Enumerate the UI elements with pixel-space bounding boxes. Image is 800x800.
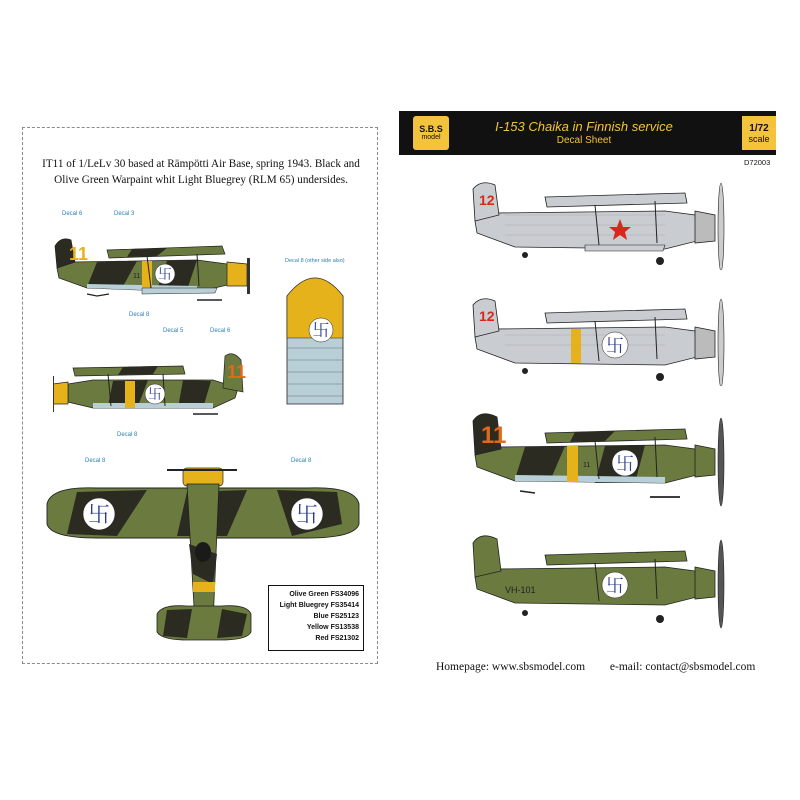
footer (436, 661, 777, 673)
aircraft-silver-soviet (465, 175, 725, 270)
brand-top: S.B.S (419, 124, 443, 134)
svg-text:卐: 卐 (87, 503, 111, 528)
product-code: D72003 (744, 158, 771, 167)
sheet-title: I-153 Chaika in Finnish service (495, 119, 673, 134)
callout-decal-6-a: Decal 6 (62, 211, 83, 217)
sheet-subtitle: Decal Sheet (556, 135, 612, 146)
aircraft-3-number: 11 (481, 422, 507, 449)
side-view-left (53, 346, 253, 426)
sbs-logo (413, 116, 449, 150)
svg-text:卐: 卐 (606, 336, 624, 357)
aircraft-3-small: 11 (583, 462, 591, 469)
legend-item: Blue FS25123 (313, 613, 359, 620)
legend-item: Olive Green FS34096 (289, 591, 359, 598)
color-legend (268, 585, 364, 651)
tail-number-2: 11 (227, 362, 247, 382)
callout-decal-5: Decal 5 (163, 328, 184, 334)
wing-underside-view (283, 268, 347, 408)
aircraft-silver-finnish (465, 291, 725, 386)
side-view-right (47, 228, 257, 308)
svg-text:卐: 卐 (312, 321, 330, 341)
aircraft-4-code: VH-101 (505, 585, 536, 595)
svg-text:卐: 卐 (158, 267, 172, 283)
description-line-1: IT11 of 1/LeLv 30 based at Rämpötti Air Base, spring 1943. Black and (42, 158, 360, 170)
svg-text:卐: 卐 (148, 387, 162, 403)
callout-decal-6-b: Decal 6 (210, 328, 231, 334)
callout-decal-8-d: Decal 8 (291, 458, 312, 464)
callout-decal-8-a: Decal 8 (129, 312, 150, 318)
left-panel (22, 127, 378, 664)
tail-number: 11 (69, 244, 89, 264)
callout-decal-8-c: Decal 8 (85, 458, 106, 464)
legend-item: Yellow FS13538 (306, 624, 359, 631)
legend-item: Red FS21302 (315, 635, 359, 642)
scale-badge (742, 116, 776, 150)
homepage-link[interactable]: Homepage: www.sbsmodel.com (436, 661, 586, 673)
callout-decal-3: Decal 3 (114, 211, 135, 217)
brand-bottom: model (421, 134, 441, 141)
email-link[interactable]: e-mail: contact@sbsmodel.com (609, 661, 756, 673)
scheme-description (33, 156, 369, 188)
header-bar (399, 111, 776, 155)
svg-text:卐: 卐 (606, 576, 624, 597)
svg-text:卐: 卐 (295, 503, 319, 528)
aircraft-2-number: 12 (479, 308, 495, 324)
right-panel (399, 111, 776, 671)
svg-text:卐: 卐 (616, 454, 634, 475)
fuselage-number: 11 (133, 273, 141, 280)
scale-label: scale (748, 133, 770, 144)
scale-value: 1/72 (749, 122, 769, 134)
aircraft-1-number: 12 (479, 192, 495, 208)
description-line-2: Olive Green Warpaint whit Light Bluegrey (RLM 65) undersides. (54, 174, 348, 186)
aircraft-camouflage (465, 407, 725, 507)
callout-wing-decal: Decal 8 (other side also) (285, 258, 345, 264)
legend-item: Light Bluegrey FS35414 (279, 602, 359, 609)
callout-decal-8-b: Decal 8 (117, 432, 138, 438)
aircraft-olive (465, 529, 725, 629)
